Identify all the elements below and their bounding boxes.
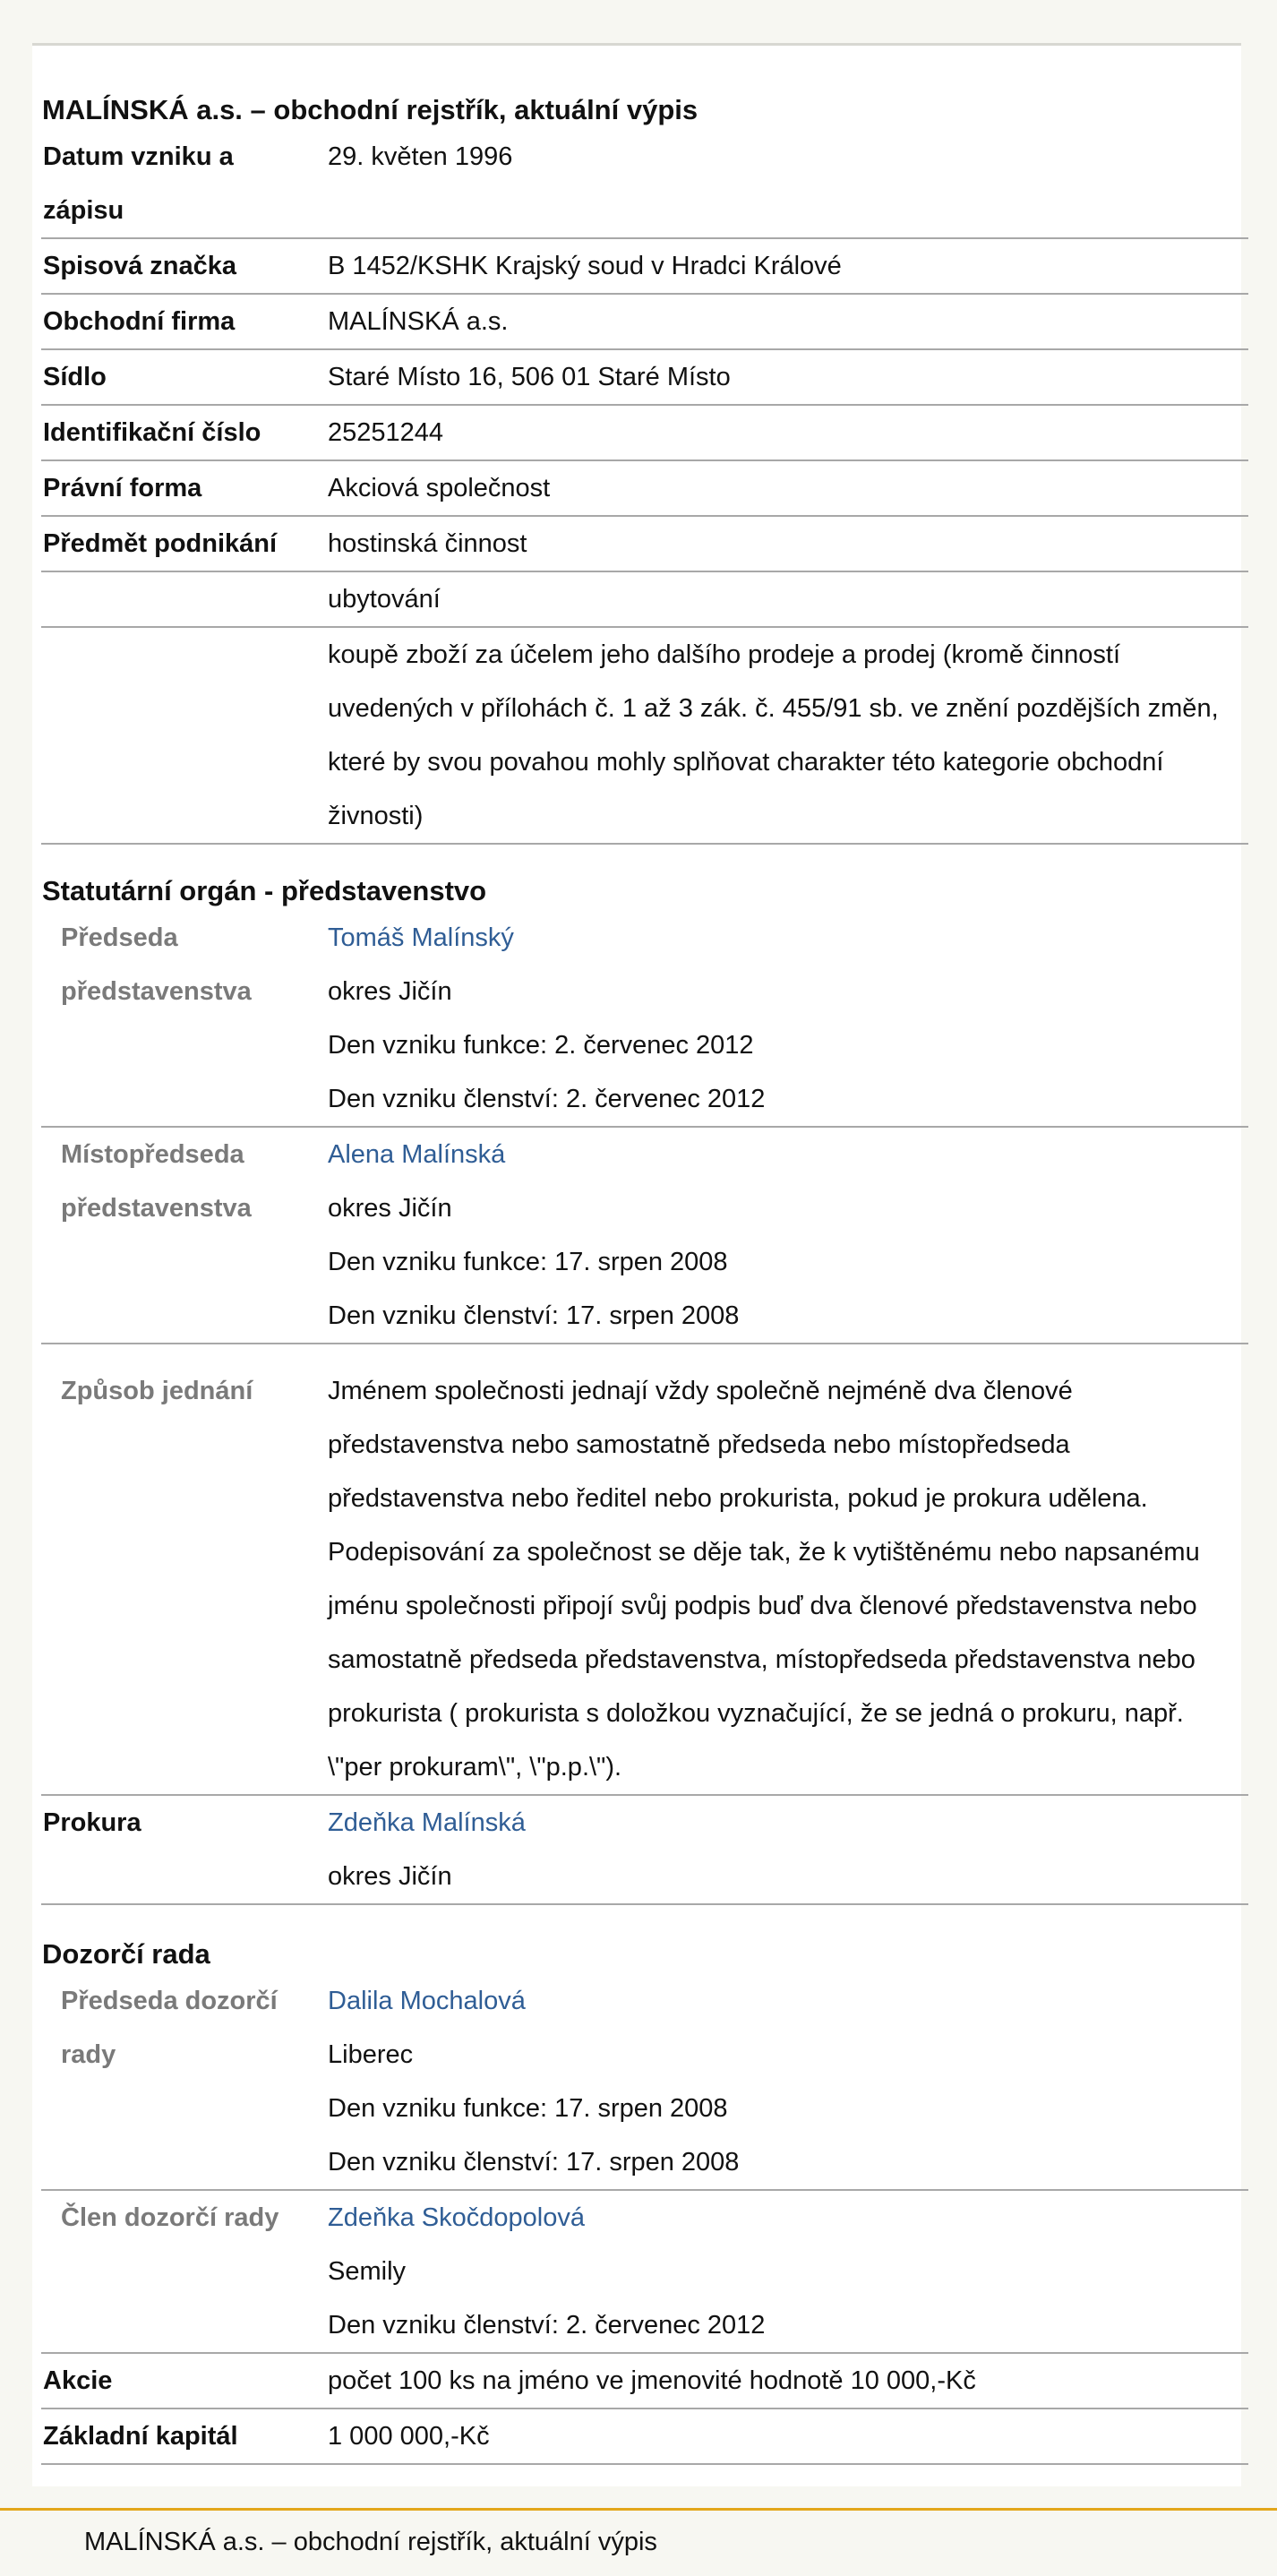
board-vice-function-date: Den vzniku funkce: 17. srpen 2008: [328, 1248, 728, 1276]
business-label: Předmět podnikání: [43, 529, 278, 558]
supervisory-table: [41, 1974, 1248, 2465]
supervisory-chair-place: Liberec: [328, 2040, 414, 2069]
procura-name-link[interactable]: Zdeňka Malínská: [328, 1808, 526, 1837]
board-vice-membership-date: Den vzniku členství: 17. srpen 2008: [328, 1301, 740, 1330]
table-row: [41, 2409, 1248, 2464]
supervisory-chair-name-link[interactable]: Dalila Mochalová: [328, 1987, 526, 2015]
founded-label: Datum vzniku a zápisu: [43, 142, 234, 225]
footer-divider: [0, 2508, 1277, 2511]
supervisory-chair-function-date: Den vzniku funkce: 17. srpen 2008: [328, 2094, 728, 2123]
table-row: [41, 238, 1248, 294]
shares-label: Akcie: [43, 2366, 113, 2395]
supervisory-section-title: Dozorčí rada: [42, 1938, 210, 1970]
table-row: [41, 460, 1248, 516]
supervisory-chair-membership-date: Den vzniku členství: 17. srpen 2008: [328, 2148, 740, 2177]
register-extract: [32, 43, 1241, 2486]
table-row: [41, 627, 1248, 844]
table-row: [41, 1974, 1248, 2190]
board-chair-label: Předseda představenstva: [61, 923, 252, 1006]
legal-form-label: Právní forma: [43, 474, 202, 502]
board-table: [41, 911, 1248, 1905]
board-chair-membership-date: Den vzniku členství: 2. červenec 2012: [328, 1085, 766, 1113]
conduct-value: Jménem společnosti jednají vždy společně nejméně dva členové představenstva nebo samostatně předseda nebo místopředseda představenstva nebo ředitel nebo prokurista, pokud je prokura udělena. Podepisování za společnost se děje tak, že k vytištěnému nebo napsanému jménu společnosti připojí svůj podpis buď dva členové představenstva nebo samostatně předseda představenstva, místopředseda představenstva nebo prokurista ( prokurista s doložkou vyznačující, že se jedná o prokuru, např. \"per prokuram\", \"p.p.\").: [328, 1377, 1200, 1782]
file-value: B 1452/KSHK Krajský soud v Hradci Králové: [328, 252, 842, 280]
table-row: [41, 571, 1248, 627]
board-chair-name-link[interactable]: Tomáš Malínský: [328, 923, 514, 952]
board-vice-name-link[interactable]: Alena Malínská: [328, 1140, 506, 1169]
table-row: [41, 516, 1248, 571]
supervisory-member-place: Semily: [328, 2257, 407, 2286]
table-row: [41, 1344, 1248, 1795]
business-item: koupě zboží za účelem jeho dalšího prodeje a prodej (kromě činností uvedených v přílohách č. 1 až 3 zák. č. 455/91 sb. ve znění pozdějších změn, které by svou povahou mohly splňovat charakter této kategorie obchodní živnosti): [328, 640, 1219, 830]
founded-value: 29. květen 1996: [328, 142, 513, 171]
supervisory-member-label: Člen dozorčí rady: [61, 2203, 279, 2232]
ico-value: 25251244: [328, 418, 444, 447]
board-vice-label: Místopředseda představenstva: [61, 1140, 252, 1223]
legal-form-value: Akciová společnost: [328, 474, 551, 502]
file-label: Spisová značka: [43, 252, 236, 280]
table-row: [41, 2190, 1248, 2353]
conduct-label: Způsob jednání: [61, 1377, 253, 1405]
ico-label: Identifikační číslo: [43, 418, 261, 447]
basic-info-table: [41, 130, 1248, 845]
table-row: [41, 911, 1248, 1127]
business-item: hostinská činnost: [328, 529, 527, 558]
table-row: [41, 2353, 1248, 2409]
supervisory-member-name-link[interactable]: Zdeňka Skočdopolová: [328, 2203, 585, 2232]
firm-value: MALÍNSKÁ a.s.: [328, 307, 509, 336]
footer-title: MALÍNSKÁ a.s. – obchodní rejstřík, aktuální výpis: [84, 2528, 657, 2556]
table-row: [41, 130, 1248, 238]
seat-label: Sídlo: [43, 363, 107, 391]
table-row: [41, 349, 1248, 405]
capital-label: Základní kapitál: [43, 2422, 238, 2451]
board-vice-district: okres Jičín: [328, 1194, 452, 1223]
firm-label: Obchodní firma: [43, 307, 236, 336]
seat-value: Staré Místo 16, 506 01 Staré Místo: [328, 363, 731, 391]
table-row: [41, 1127, 1248, 1344]
supervisory-chair-label: Předseda dozorčí rady: [61, 1987, 278, 2069]
table-row: [41, 294, 1248, 349]
capital-value: 1 000 000,-Kč: [328, 2422, 490, 2451]
shares-value: počet 100 ks na jméno ve jmenovité hodnotě 10 000,-Kč: [328, 2366, 976, 2395]
business-item: ubytování: [328, 585, 441, 614]
board-chair-function-date: Den vzniku funkce: 2. červenec 2012: [328, 1031, 754, 1060]
table-row: [41, 405, 1248, 460]
document-title: MALÍNSKÁ a.s. – obchodní rejstřík, aktuální výpis: [42, 94, 698, 125]
supervisory-member-membership-date: Den vzniku členství: 2. červenec 2012: [328, 2311, 766, 2340]
procura-label: Prokura: [43, 1808, 141, 1837]
board-section-title: Statutární orgán - představenstvo: [42, 875, 487, 906]
board-chair-district: okres Jičín: [328, 977, 452, 1006]
procura-district: okres Jičín: [328, 1862, 452, 1891]
table-row: [41, 1795, 1248, 1904]
